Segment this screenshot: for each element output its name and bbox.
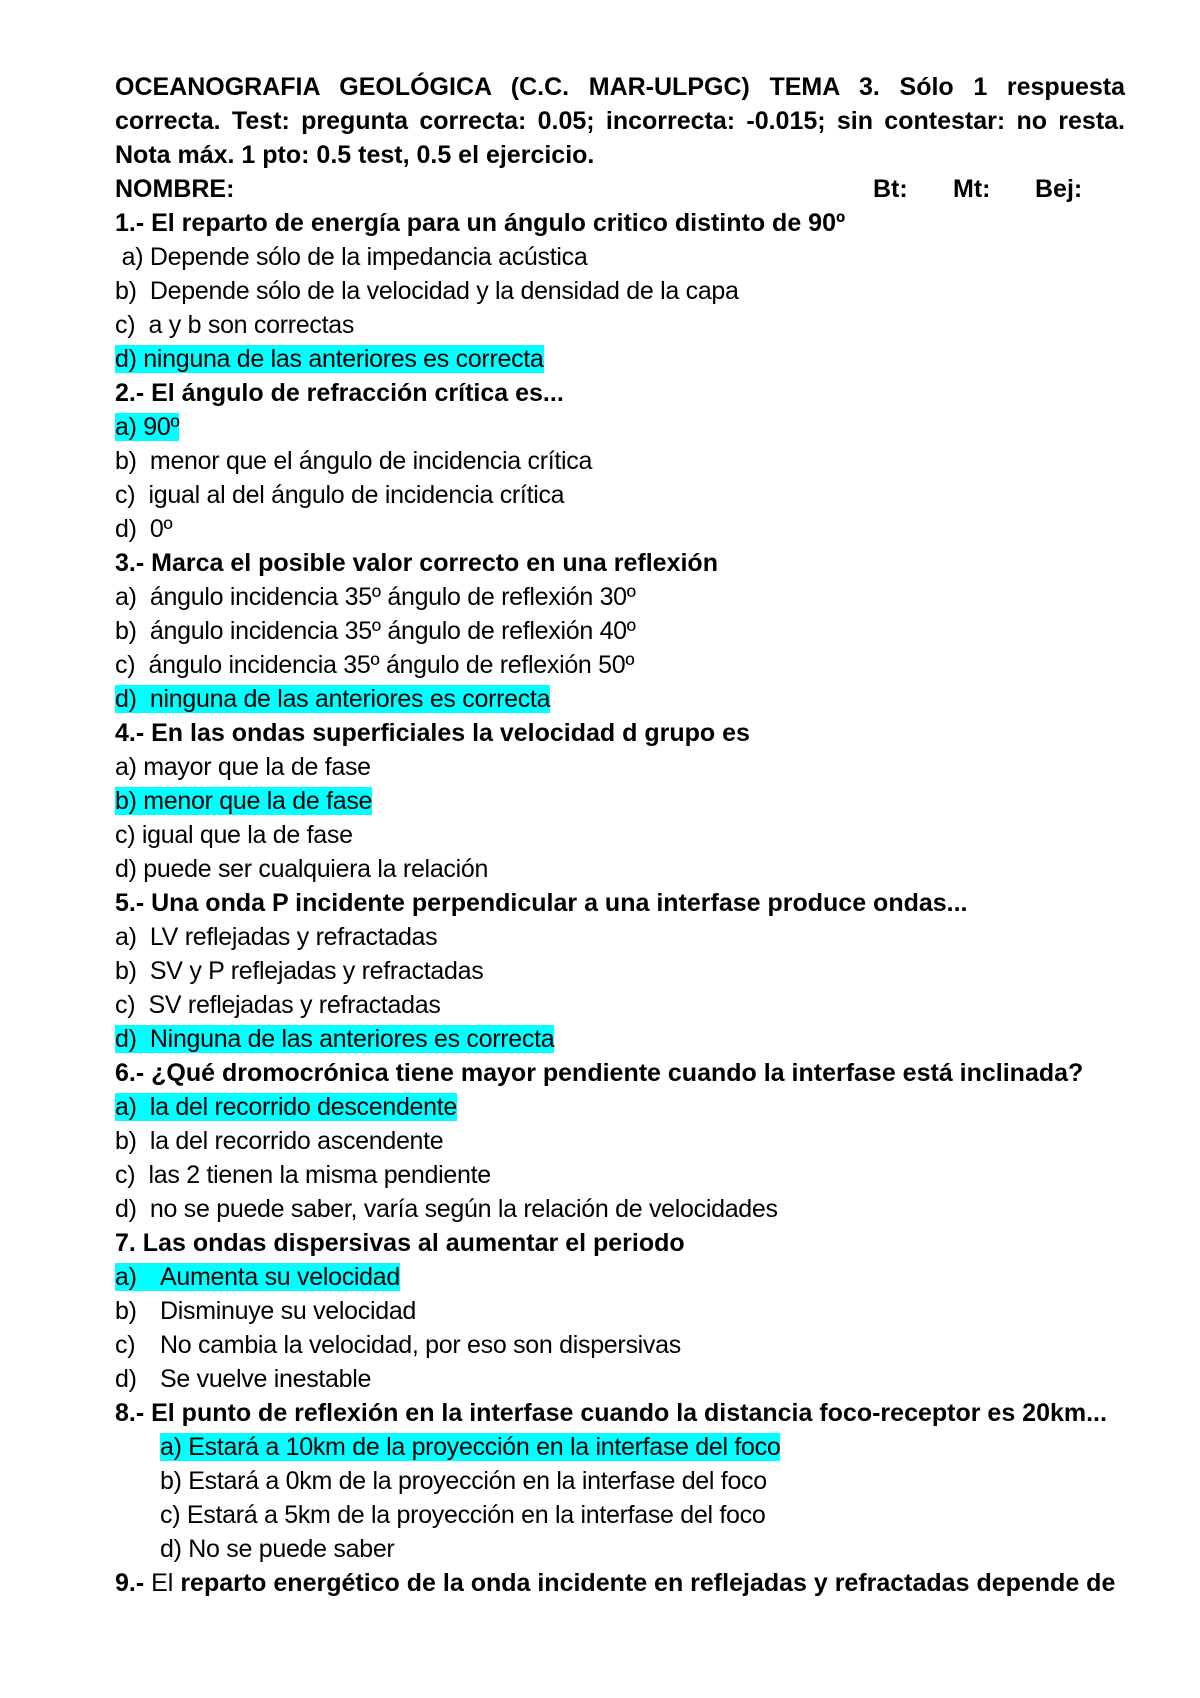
question-5-option-1 <box>115 920 1125 954</box>
option-letter: c) <box>115 311 136 339</box>
option-letter: d) <box>115 1195 137 1223</box>
option-content <box>115 1127 443 1155</box>
option-letter: b) <box>115 277 137 305</box>
option-letter: b) <box>115 1297 137 1325</box>
question-2: 2.- El ángulo de refracción crítica es... <box>115 379 564 407</box>
option-letter: c) <box>115 821 136 849</box>
option-letter: a) <box>115 413 137 441</box>
option-text: ángulo incidencia 35º ángulo de reflexión 40º <box>136 617 636 645</box>
option-text: Ninguna de las anteriores es correcta <box>136 1025 555 1053</box>
option-text: Disminuye su velocidad <box>160 1297 417 1325</box>
option-text: menor que la de fase <box>136 787 373 815</box>
option-content <box>115 345 544 373</box>
option-letter: d) <box>115 1365 137 1393</box>
option-letter: b) <box>115 957 137 985</box>
option-content <box>115 651 634 679</box>
option-letter: a) <box>115 1263 137 1291</box>
option-text: igual al del ángulo de incidencia crítica <box>135 481 565 509</box>
question-3-option-4 <box>115 682 1125 716</box>
option-content <box>115 1025 554 1053</box>
option-text: SV y P reflejadas y refractadas <box>136 957 484 985</box>
question-8-option-1 <box>115 1430 1125 1464</box>
question-6-option-1 <box>115 1090 1125 1124</box>
option-content <box>115 481 564 509</box>
question-6-option-3 <box>115 1158 1125 1192</box>
option-content <box>160 1433 780 1461</box>
option-text: mayor que la de fase <box>136 753 371 781</box>
option-text: ninguna de las anteriores es correcta <box>136 345 544 373</box>
option-content <box>115 1195 778 1223</box>
option-content <box>115 685 550 713</box>
option-content <box>115 617 636 645</box>
option-text: Depende sólo de la impedancia acústica <box>143 243 588 271</box>
option-text: No se puede saber <box>181 1535 395 1563</box>
option-content <box>115 413 179 441</box>
option-content <box>115 1365 371 1393</box>
question-9 <box>115 1566 1125 1600</box>
option-letter: d) <box>115 515 137 543</box>
question-1-option-1 <box>115 240 1125 274</box>
option-text: ninguna de las anteriores es correcta <box>136 685 551 713</box>
option-text: ángulo incidencia 35º ángulo de reflexión 30º <box>136 583 636 611</box>
option-letter: a) <box>160 1433 182 1461</box>
option-text: menor que el ángulo de incidencia crítica <box>136 447 593 475</box>
option-content <box>115 243 587 271</box>
question-8-option-2 <box>115 1464 1125 1498</box>
option-text: Estará a 10km de la proyección en la interfase del foco <box>181 1433 781 1461</box>
option-text: 0º <box>136 515 173 543</box>
question-8: 8.- El punto de reflexión en la interfase cuando la distancia foco-receptor es 20km... <box>115 1399 1107 1427</box>
option-text: SV reflejadas y refractadas <box>135 991 441 1019</box>
nombre-label: NOMBRE: <box>115 175 235 203</box>
question-7-option-2 <box>115 1294 1125 1328</box>
option-content <box>115 583 636 611</box>
option-letter: b) <box>160 1467 182 1495</box>
exam-header: OCEANOGRAFIA GEOLÓGICA (C.C. MAR-ULPGC) TEMA 3. Sólo 1 respuesta correcta. Test: pregunta correcta: 0.05; incorrecta: -0.015; sin contestar: no resta. Nota máx. 1 pto: 0.5 test, 0.5 el ejercicio. <box>115 73 1125 169</box>
option-text: las 2 tienen la misma pendiente <box>135 1161 491 1189</box>
question-5-option-2 <box>115 954 1125 988</box>
option-content <box>115 277 739 305</box>
question-9-light: El <box>144 1569 174 1597</box>
question-5-option-3 <box>115 988 1125 1022</box>
option-content <box>115 1263 400 1291</box>
question-7-option-1 <box>115 1260 1125 1294</box>
question-2-option-4 <box>115 512 1125 546</box>
question-1-option-3 <box>115 308 1125 342</box>
question-6: 6.- ¿Qué dromocrónica tiene mayor pendiente cuando la interfase está inclinada? <box>115 1059 1084 1087</box>
option-letter: a) <box>115 1093 137 1121</box>
option-letter: c) <box>115 1161 136 1189</box>
option-letter: b) <box>115 447 137 475</box>
question-4-option-2 <box>115 784 1125 818</box>
option-text: Depende sólo de la velocidad y la densidad de la capa <box>136 277 739 305</box>
question-1: 1.- El reparto de energía para un ángulo critico distinto de 90º <box>115 209 846 237</box>
option-letter: a) <box>115 583 137 611</box>
option-letter: d) <box>115 1025 137 1053</box>
option-text: la del recorrido descendente <box>136 1093 458 1121</box>
question-7: 7. Las ondas dispersivas al aumentar el periodo <box>115 1229 685 1257</box>
option-text: puede ser cualquiera la relación <box>136 855 489 883</box>
question-1-option-4 <box>115 342 1125 376</box>
option-content <box>115 753 371 781</box>
question-3: 3.- Marca el posible valor correcto en una reflexión <box>115 549 718 577</box>
option-content <box>115 1297 416 1325</box>
bej-label: Bej: <box>1035 175 1083 203</box>
option-text: la del recorrido ascendente <box>136 1127 444 1155</box>
option-content <box>160 1535 394 1563</box>
option-letter: d) <box>115 855 137 883</box>
question-9-number: 9.- <box>115 1569 145 1597</box>
mt-label: Mt: <box>953 175 991 203</box>
option-content <box>160 1501 765 1529</box>
option-letter: a) <box>115 753 137 781</box>
option-content <box>115 787 372 815</box>
option-content <box>160 1467 767 1495</box>
option-content <box>115 923 437 951</box>
option-content <box>115 447 592 475</box>
option-text: ángulo incidencia 35º ángulo de reflexión 50º <box>135 651 635 679</box>
option-text: LV reflejadas y refractadas <box>136 923 438 951</box>
option-content <box>115 1093 457 1121</box>
option-text: 90º <box>136 413 180 441</box>
option-letter: a) <box>115 243 144 271</box>
question-4-option-3 <box>115 818 1125 852</box>
question-5-option-4 <box>115 1022 1125 1056</box>
option-letter: d) <box>160 1535 182 1563</box>
question-8-option-3 <box>115 1498 1125 1532</box>
question-2-option-1 <box>115 410 1125 444</box>
option-text: Estará a 5km de la proyección en la interfase del foco <box>180 1501 766 1529</box>
option-content <box>115 1161 491 1189</box>
option-content <box>115 991 441 1019</box>
option-content <box>115 515 172 543</box>
question-7-option-3 <box>115 1328 1125 1362</box>
question-3-option-2 <box>115 614 1125 648</box>
option-letter: c) <box>115 1331 136 1359</box>
option-text: no se puede saber, varía según la relación de velocidades <box>136 1195 778 1223</box>
exam-page <box>115 70 1125 1600</box>
question-5: 5.- Una onda P incidente perpendicular a una interfase produce ondas... <box>115 889 968 917</box>
question-6-option-2 <box>115 1124 1125 1158</box>
option-letter: d) <box>115 685 137 713</box>
question-4: 4.- En las ondas superficiales la velocidad d grupo es <box>115 719 750 747</box>
question-9-text: reparto energético de la onda incidente en reflejadas y refractadas depende de <box>173 1569 1116 1597</box>
question-6-option-4 <box>115 1192 1125 1226</box>
option-letter: c) <box>160 1501 181 1529</box>
option-content <box>115 821 353 849</box>
question-4-option-4 <box>115 852 1125 886</box>
question-4-option-1 <box>115 750 1125 784</box>
question-2-option-3 <box>115 478 1125 512</box>
question-7-option-4 <box>115 1362 1125 1396</box>
option-letter: b) <box>115 787 137 815</box>
bt-label: Bt: <box>873 175 908 203</box>
option-letter: d) <box>115 345 137 373</box>
question-1-option-2 <box>115 274 1125 308</box>
option-text: No cambia la velocidad, por eso son dispersivas <box>160 1331 681 1359</box>
option-text: igual que la de fase <box>135 821 353 849</box>
option-text: Se vuelve inestable <box>160 1365 372 1393</box>
option-content <box>115 957 483 985</box>
option-letter: c) <box>115 991 136 1019</box>
option-text: Aumenta su velocidad <box>160 1263 400 1291</box>
option-letter: c) <box>115 481 136 509</box>
option-text: Estará a 0km de la proyección en la interfase del foco <box>181 1467 767 1495</box>
option-content <box>115 855 488 883</box>
option-content <box>115 311 354 339</box>
option-letter: c) <box>115 651 136 679</box>
question-3-option-3 <box>115 648 1125 682</box>
nombre-row <box>115 172 1125 206</box>
option-content <box>115 1331 681 1359</box>
question-3-option-1 <box>115 580 1125 614</box>
question-list <box>115 206 1125 1566</box>
option-letter: a) <box>115 923 137 951</box>
option-text: a y b son correctas <box>135 311 355 339</box>
option-letter: b) <box>115 1127 137 1155</box>
question-8-option-4 <box>115 1532 1125 1566</box>
question-2-option-2 <box>115 444 1125 478</box>
option-letter: b) <box>115 617 137 645</box>
